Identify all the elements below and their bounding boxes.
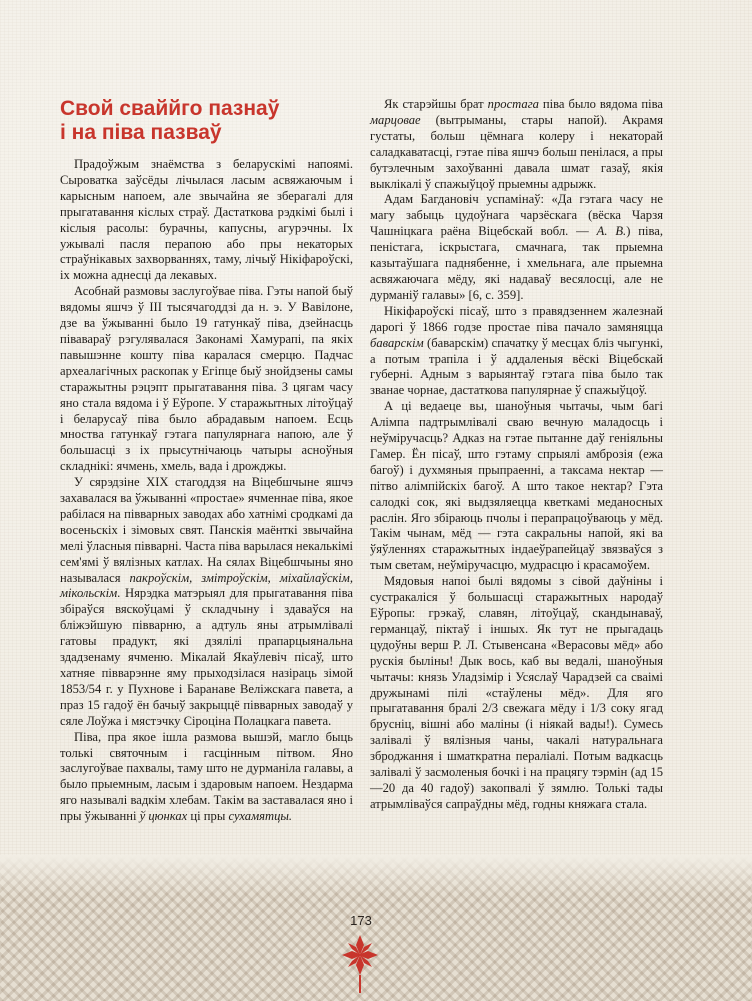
right-column-paragraph-5 (370, 574, 663, 813)
text-run: . Нярэдка матэрыял для прыгатавання піва збіраўся вяскоўцамі ў складчыну і здаваўся на бліжэйшую півварню, а адтуль яны атрымлівалі гатовы прадукт, які дзялілі прапарцыянальна здадзенаму ячменю. Мікалай Якаўлевіч пісаў, што хатняе півварэнне яму прыходзілася назіраць зімой 1853/54 г. у Пухнове і Баранаве Веліжскага павета, а праз 15 гадоў ён бачыў закрыццё півварных заводаў у сяле Лоўжа і мястэчку Сіроціна Полацкага павета. (60, 586, 353, 728)
text-run: Як старэйшы брат (384, 97, 488, 111)
italic-term: пакроўскім, змітроўскім, міхайлаўскім, мікольскім (60, 570, 353, 601)
text-run: Нікіфароўскі пісаў, што з правядзеннем жалезнай дарогі ў 1866 годзе простае піва пачало замяняцца (370, 303, 663, 334)
text-run: Адам Багдановіч успамінаў: «Да гэтага часу не магу забыць цудоўнага чарзёскага (вёска Чарзя Чашніцкага раёна Віцебскай вобл. — (370, 192, 663, 239)
text-run: піва было вядома піва (538, 97, 663, 111)
text-run: У сярэдзіне XIX стагоддзя на Віцебшчыне яшчэ захавалася ва ўжыванні «простае» ячменнае піва, якое рабілася на півварных заводах або хатнімі сродкамі да восеньскіх і зімовых свят. Панскія маёнткі звычайна мелі ўласныя півварні. Часта піва варылася некалькімі сем'ямі ў вялізных катлах. На сялах Віцебшчыны яно называлася (60, 475, 353, 585)
italic-term: сухамятцы. (228, 809, 293, 824)
text-run: Мядовыя напоі былі вядомы з сівой даўніны і сустракаліся ў большасці старажытных народаў Еўропы: грэкаў, славян, літоўцаў, скандынаваў, германцаў, піктаў і іншых. Як тут не прыгадаць цудоўны верш Р. Л. Стывенсана «Верасовы мёд» або рускія быліны! Дык вось, каб вы ведалі, шаноўныя чытачы: князь Уладзімір і Усяслаў Чарадзей са сваімі дружынамі пілі «стаўлены мёд». Для яго прыгатавання бралі 2/3 свежага мёду і 1/3 соку ягад брусніц, вішні або маліны (і ніякай вады!). Сумесь залівалі ў вялізныя чаны, чакалі натуральнага зброджання і шматкратна пераліалі. Потым вадкасць залівалі ў засмоленыя бочкі і на працягу тэрмін (ад 15—20 да 40 гадоў) закопвалі ў зямлю. Толькі тады атрымліваўся сапраўдны мёд, годны княжага стала. (370, 574, 663, 811)
text-run: ) піва, пеністага, іскрыстага, смачнага, так прыемна казытаўшага паднябенне, і хмельнага, але прыемна асвяжаючага мёду, які надаваў весялосці, але не дурманіў галавы» [6, с. 359]. (370, 224, 664, 302)
left-text-column (60, 157, 353, 825)
right-column-paragraph-4 (370, 399, 663, 574)
page-number: 173 (350, 913, 372, 928)
italic-term: простага (487, 97, 539, 111)
text-run: А ці ведаеце вы, шаноўныя чытачы, чым багі Алімпа падтрымлівалі сваю вечную маладосць і неўміручасць? Адказ на гэтае пытанне даў геніяльны Гамер. Ён пісаў, што гэтаму спрыялі амброзія (ежа багоў) і духмяныя прыпраенні, а таксама нектар — пітво алімпійскіх багоў. А што такое нектар? Гэта салодкі сок, які выдзяляецца кветкамі меданосных раслін. Яго збіраюць пчолы і перапрацоўваюць у мёд. Такім чынам, мёд — гэта сакральны напой, які ва ўяўленнях старажытных індаеўрапейцаў звязваўся з тым светам, неўміручасцю, мудрасцю і красамоўем. (370, 399, 663, 573)
left-column-paragraph-2 (60, 284, 353, 475)
left-column-paragraph-3 (60, 475, 353, 730)
text-run: Асобнай размовы заслугоўвае піва. Гэты напой быў вядомы яшчэ ў III тысячагоддзі да н. э. У Вавілоне, дзе ва ўжыванні было 19 гатункаў піва, дзейнасць півавараў рэгулявалася Законамі Хамурапі, па якіх павышэнне кошту піва каралася смерцю. Падчас археалагічных раскопак у Егіпце быў знойдзены самы старажытны рэцэпт прыгатавання піва. З цягам часу яно стала вядома і ў Еўропе. У старажытных літоўцаў і беларусаў піва было абрадавым напоем. Есць мноства гатункаў гэтага папулярнага напою, але ў большасці з іх прысутнічаюць чатыры асноўныя складнікі: ячмень, хмель, вада і дрожджы. (60, 284, 353, 474)
section-title (60, 97, 350, 145)
text-run: (баварскім) спачатку ў месцах бліз чыгункі, а потым трапіла і ў аддаленыя вёскі Віцебскай губерні. Адным з варыянтаў гэтага піва было так званае чорнае, дастаткова папулярнае ў спажыўцоў. (370, 335, 663, 398)
left-column-paragraph-1 (60, 157, 353, 284)
right-column-paragraph-3 (370, 304, 663, 399)
folk-ornament-icon (340, 933, 380, 993)
italic-term: А. В. (596, 224, 627, 239)
title-line-1: Свой сваййго пазнаў (60, 97, 280, 120)
text-run: Прадоўжым знаёмства з беларускімі напоямі. Сыроватка заўсёды лічылася ласым асвяжаючым і карысным напоем, але звычайна яе зберагалі для прыгатавання кіслых страў. Дастаткова рэдкімі былі і кіслыя расолы: бурачны, капусны, агурэчны. Іх ужывалі пасля перапою або пры некаторых страўнікавых захворваннях, таму, лічыў Нікіфароўскі, іх можна аднесці да лекавых. (60, 157, 353, 283)
right-column-paragraph-2 (370, 192, 663, 303)
left-column-paragraph-4 (60, 730, 353, 825)
italic-term: марцовае (370, 112, 421, 127)
text-run: (вытрыманы, стары напой). Акрамя густаты, больш цёмнага колеру і некаторай саладкаватасці, гэтае піва яшчэ больш пенілася, а пры бутэлечным захоўванні давала шмат газаў, якія выклікалі ў спажыўцоў прыемны адрыжк. (370, 112, 663, 191)
text-run: Піва, пра якое ішла размова вышэй, магло быць толькі святочным і гасцінным пітвом. Яно заслугоўвае пахвалы, таму што не дурманіла галавы, а было прыемным, ласым і здаровым напоем. Нездарма яго называлі вадкім хлебам. Такім ва заставалася яно і пры ўжыванні (60, 729, 353, 824)
italic-term: баварскім (370, 335, 424, 350)
title-line-2: і на піва пазваў (60, 121, 222, 144)
right-text-column (370, 97, 663, 813)
text-run: ці пры (187, 809, 229, 824)
italic-term: ў цюнках (139, 809, 188, 824)
right-column-paragraph-1 (370, 97, 663, 192)
